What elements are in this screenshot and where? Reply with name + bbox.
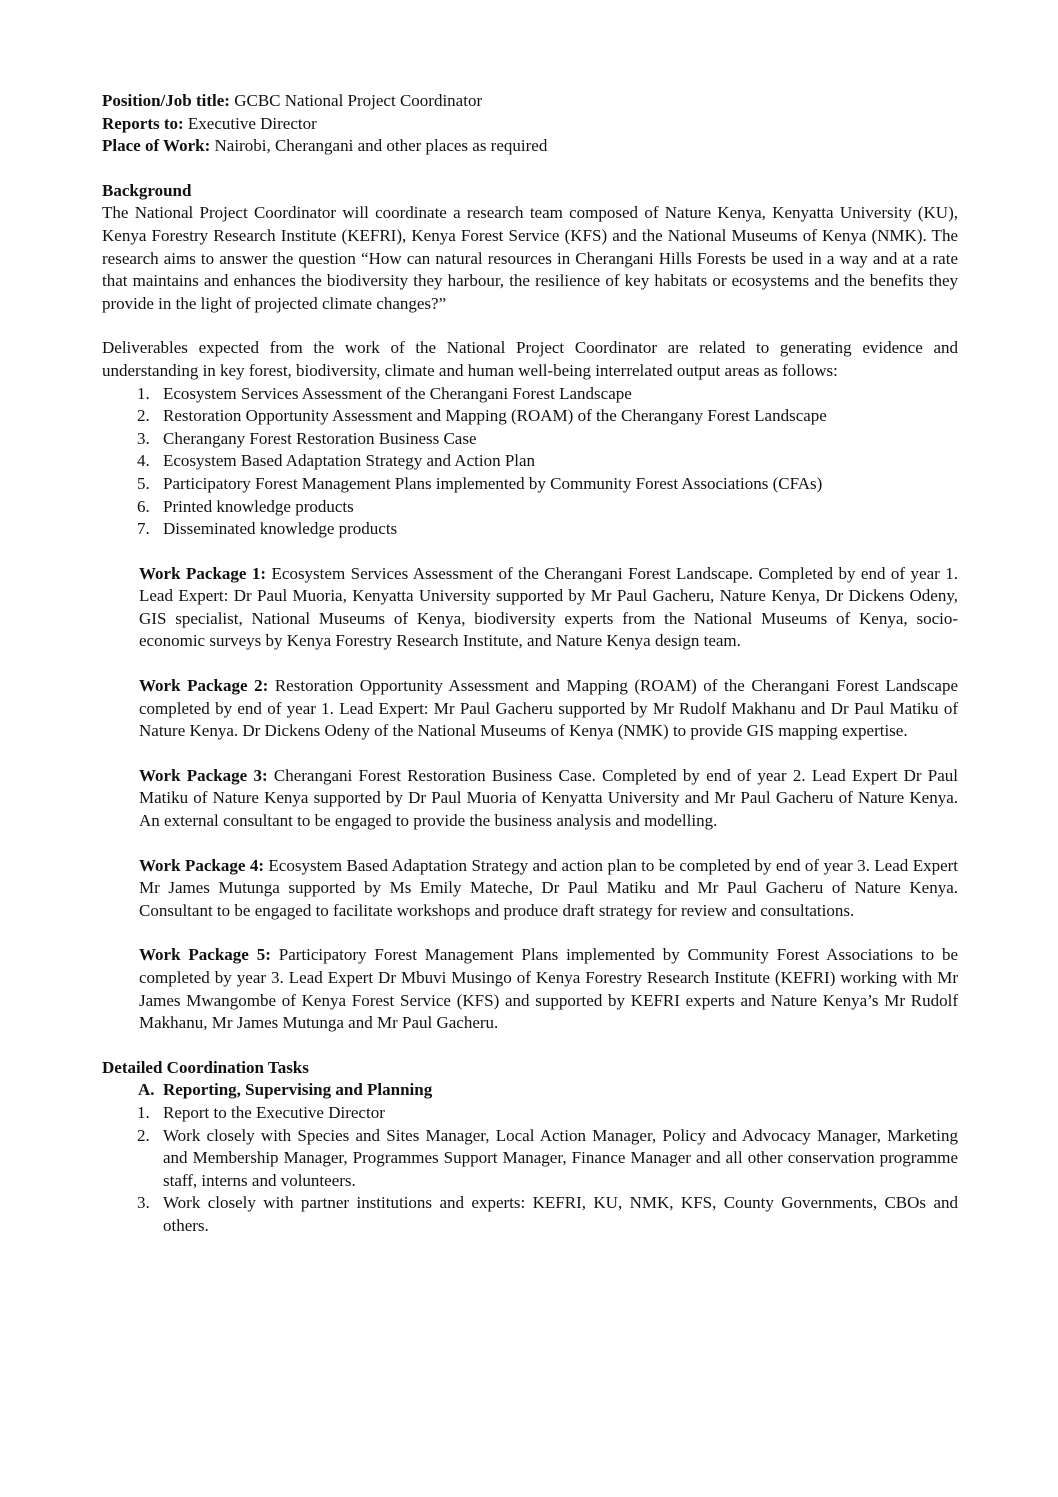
list-item: 2. Restoration Opportunity Assessment and Mapping (ROAM) of the Cherangany Forest Landscape	[137, 406, 827, 426]
list-item: 2. Work closely with Species and Sites Manager, Local Action Manager, Policy and Advocacy Manager, Marketing and Membership Manager, Programmes Support Manager, Finance Manager and all other conservation programme staff, interns and volunteers.	[137, 1125, 958, 1190]
deliverables-list	[102, 383, 958, 541]
coordination-subheading: A. Reporting, Supervising and Planning	[138, 1080, 433, 1100]
reports-label: Reports to:	[102, 113, 184, 133]
place-value: Nairobi, Cherangani and other places as required	[210, 136, 548, 156]
work-package-1: Work Package 1: Ecosystem Services Assessment of the Cherangani Forest Landscape. Completed by end of year 1. Lead Expert: Dr Paul Muoria, Kenyatta University supported by Mr Paul Gacheru, Nature Kenya, Dr Dickens Odeny, GIS specialist, National Museums of Kenya, biodiversity experts from the National Museums of Kenya, socio-economic surveys by Kenya Forestry Research Institute, and Nature Kenya design team.	[139, 563, 958, 651]
reports-line	[102, 113, 958, 136]
list-item: 5. Participatory Forest Management Plans implemented by Community Forest Associations (CFAs)	[137, 473, 823, 493]
list-item: 3. Work closely with partner institutions and experts: KEFRI, KU, NMK, KFS, County Governments, CBOs and others.	[137, 1193, 958, 1235]
list-item: 7. Disseminated knowledge products	[137, 519, 398, 539]
coordination-list	[102, 1102, 958, 1238]
list-item: 3. Cherangany Forest Restoration Business Case	[137, 428, 477, 448]
work-package-5: Work Package 5: Participatory Forest Management Plans implemented by Community Forest Associations to be completed by year 3. Lead Expert Dr Mbuvi Musingo of Kenya Forestry Research Institute (KEFRI) working with Mr James Mwangombe of Kenya Forest Service (KFS) and supported by KEFRI experts and Nature Kenya’s Mr Rudolf Makhanu, Mr James Mutunga and Mr Paul Gacheru.	[139, 945, 958, 1033]
work-package-4: Work Package 4: Ecosystem Based Adaptation Strategy and action plan to be completed by end of year 3. Lead Expert Mr James Mutunga supported by Ms Emily Mateche, Dr Paul Matiku and Mr Paul Gacheru of Nature Kenya. Consultant to be engaged to facilitate workshops and produce draft strategy for review and consultations.	[139, 855, 959, 920]
document-page	[102, 90, 958, 1238]
work-package-2: Work Package 2: Restoration Opportunity Assessment and Mapping (ROAM) of the Cherangani Forest Landscape completed by end of year 1. Lead Expert: Mr Paul Gacheru supported by Mr Rudolf Makhanu and Dr Paul Matiku of Nature Kenya. Dr Dickens Odeny of the National Museums of Kenya (NMK) to provide GIS mapping expertise.	[139, 676, 958, 741]
background-paragraph: The National Project Coordinator will coordinate a research team composed of Nature Kenya, Kenyatta University (KU), Kenya Forestry Research Institute (KEFRI), Kenya Forest Service (KFS) and the National Museums of Kenya (NMK). The research aims to answer the question “How can natural resources in Cherangani Hills Forests be used in a way and at a rate that maintains and enhances the biodiversity they harbour, the resilience of key habitats or ecosystems and the benefits they provide in the light of projected climate changes?”	[102, 203, 958, 313]
place-label: Place of Work:	[102, 136, 211, 156]
position-label: Position/Job title:	[102, 91, 230, 110]
position-line	[102, 90, 958, 113]
background-heading: Background	[102, 180, 192, 200]
reports-value: Executive Director	[183, 113, 317, 133]
position-value: GCBC National Project Coordinator	[229, 91, 483, 110]
work-package-3: Work Package 3: Cherangani Forest Restoration Business Case. Completed by end of year 2. Lead Expert Dr Paul Matiku of Nature Kenya supported by Dr Paul Muoria of Kenyatta University and Mr Paul Gacheru of Nature Kenya. An external consultant to be engaged to provide the business analysis and modelling.	[139, 765, 958, 831]
list-item: 1. Report to the Executive Director	[137, 1102, 385, 1122]
list-item: 6. Printed knowledge products	[137, 496, 354, 516]
list-item: 4. Ecosystem Based Adaptation Strategy and Action Plan	[137, 451, 536, 471]
deliverables-intro: Deliverables expected from the work of the National Project Coordinator are related to generating evidence and understanding in key forest, biodiversity, climate and human well-being interrelated output areas as follows:	[102, 338, 958, 380]
place-line	[102, 135, 958, 158]
list-item: 1. Ecosystem Services Assessment of the Cherangani Forest Landscape	[137, 383, 632, 403]
coordination-heading: Detailed Coordination Tasks	[102, 1057, 309, 1077]
